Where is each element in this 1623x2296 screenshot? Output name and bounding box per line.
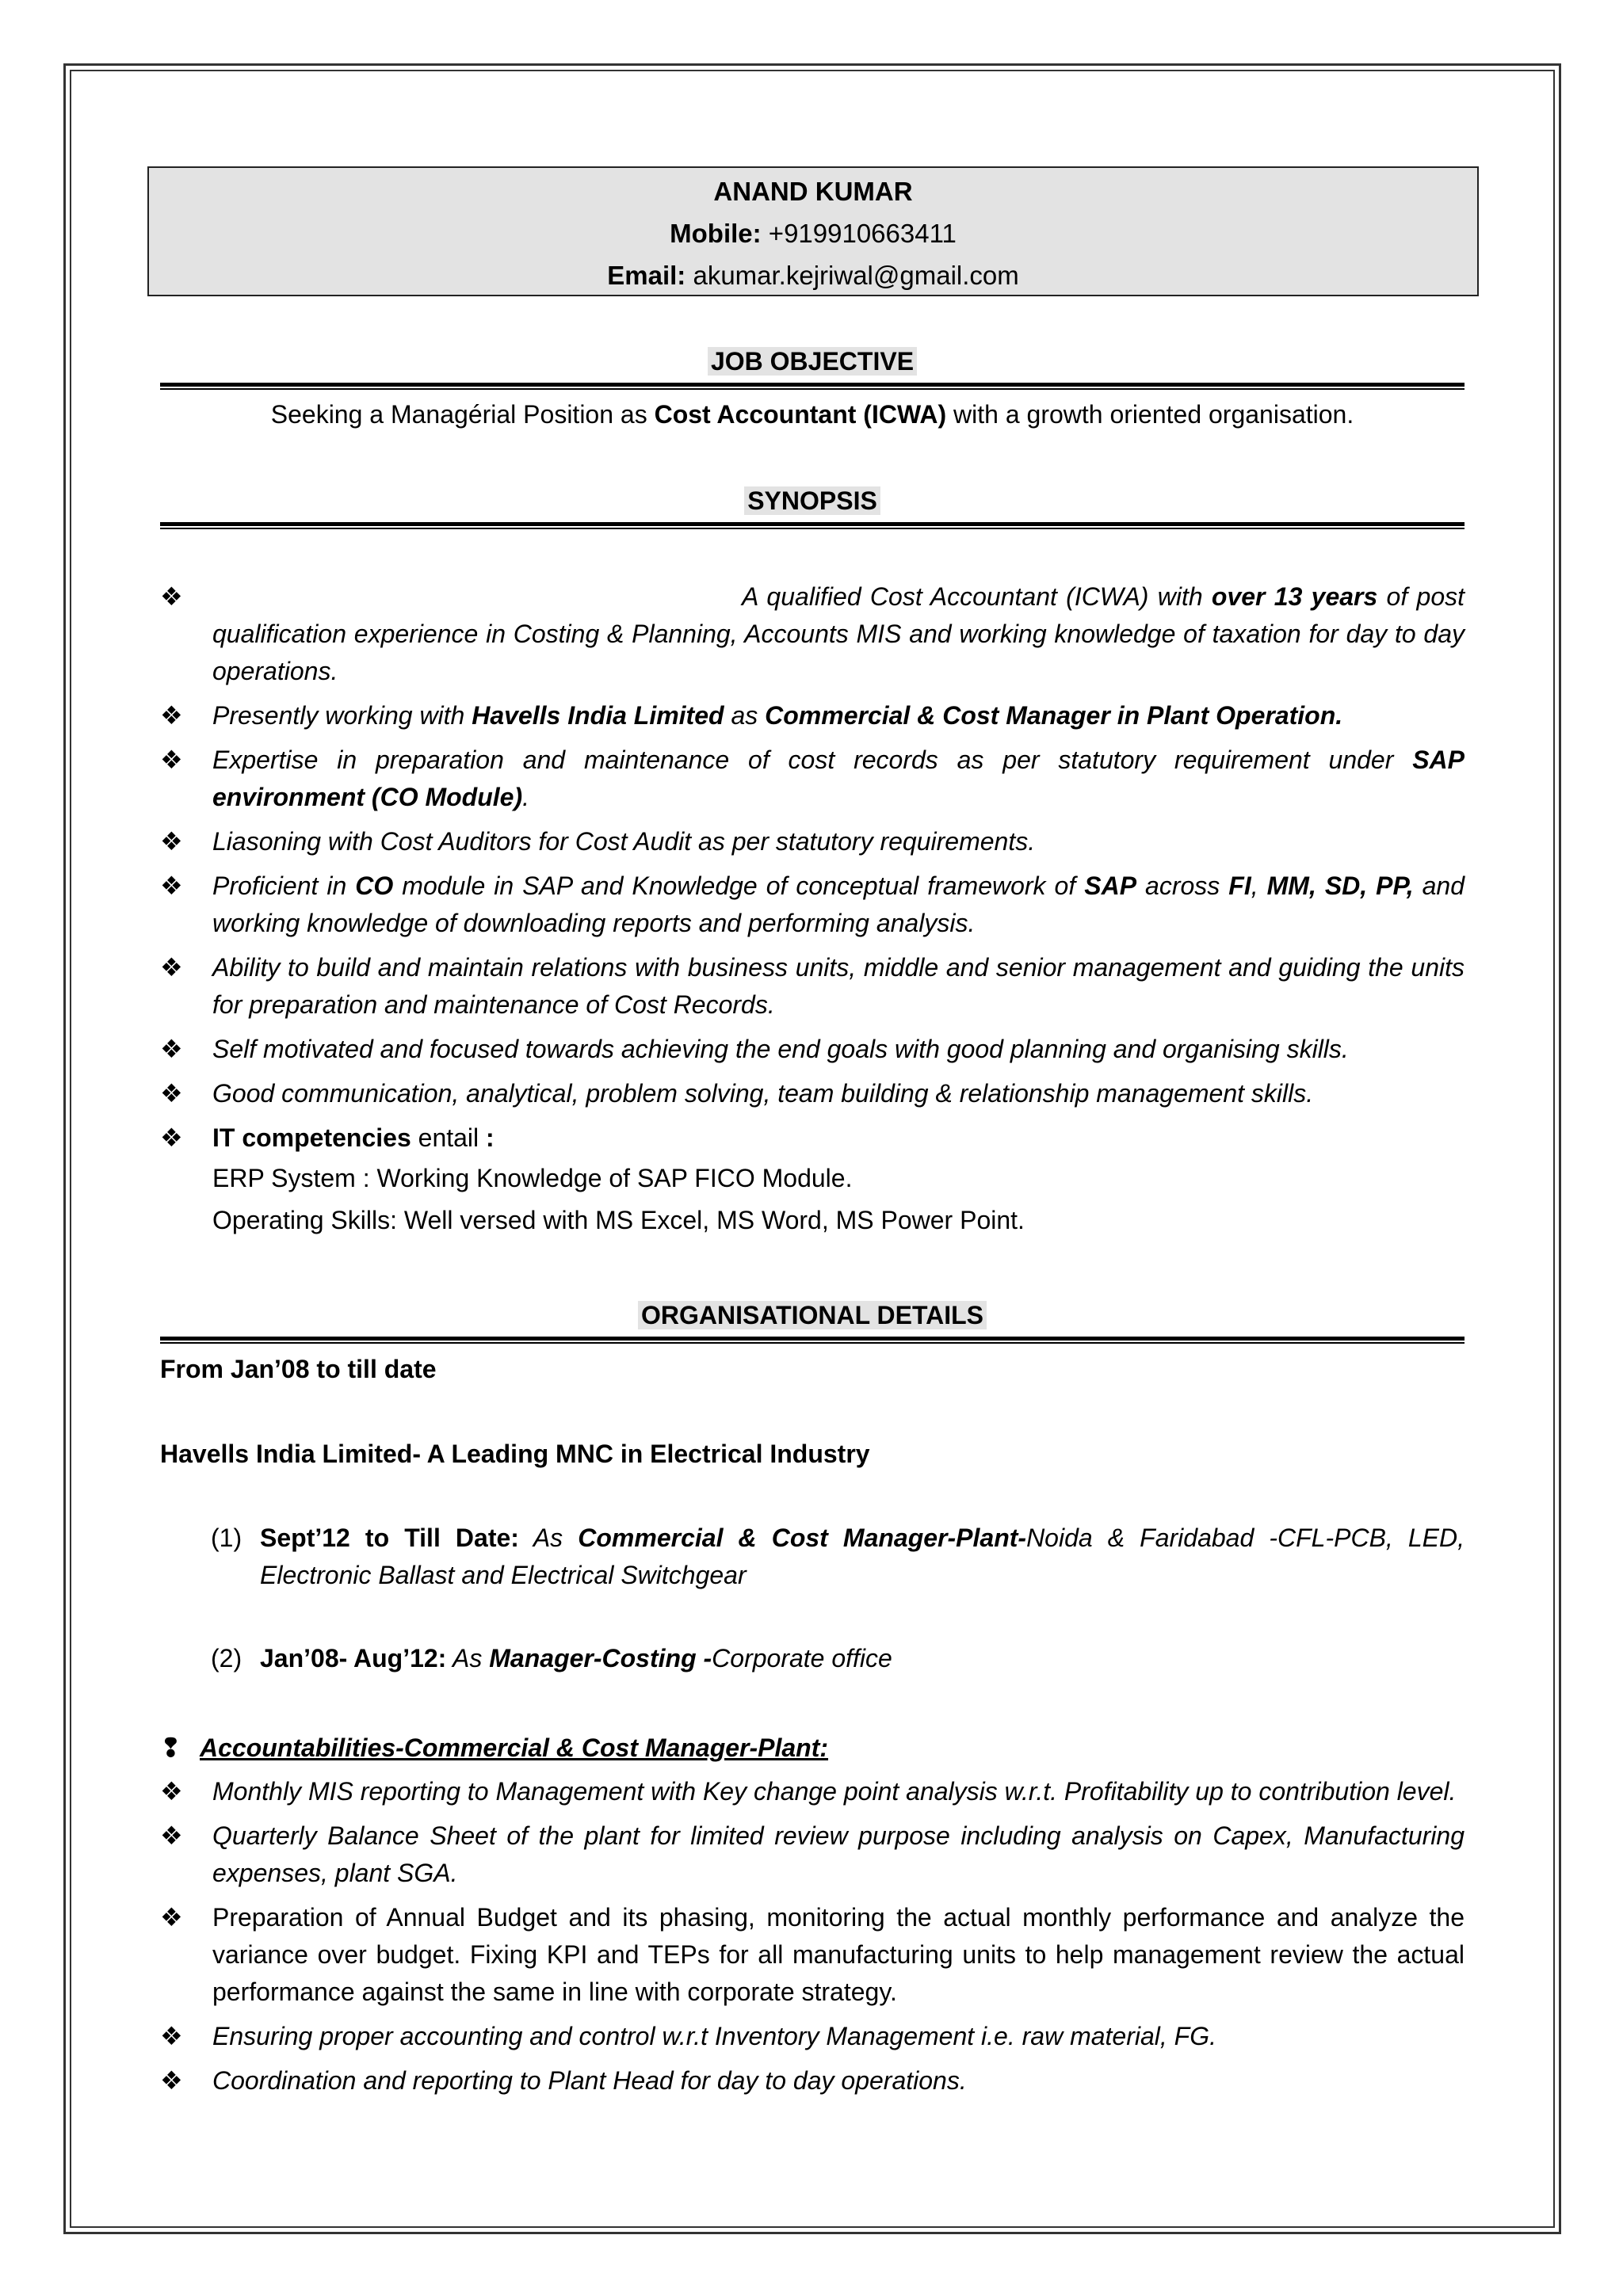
synopsis-bullet-3: ❖ Expertise in preparation and maintenance of cost records as per statutory requirement under SAP environment (CO Module). (160, 742, 1465, 816)
diamond-bullet-icon: ❖ (160, 1821, 183, 1850)
rule-job-objective (160, 383, 1465, 390)
exclamation-bullet-icon: ❢ (160, 1733, 181, 1762)
diamond-bullet-icon: ❖ (160, 2022, 183, 2050)
diamond-bullet-icon: ❖ (160, 746, 183, 774)
rule-synopsis (160, 522, 1465, 529)
diamond-bullet-icon: ❖ (160, 1777, 183, 1806)
synopsis-list (160, 578, 1465, 1239)
org-company: Havells India Limited- A Leading MNC in Electrical Industry (160, 1440, 870, 1468)
diamond-bullet-icon: ❖ (160, 1079, 183, 1108)
section-title-job-objective: JOB OBJECTIVE (160, 342, 1465, 380)
role-1-number: (1) (211, 1524, 242, 1552)
diamond-bullet-icon: ❖ (160, 1035, 183, 1063)
email-label: Email: (607, 261, 686, 290)
synopsis-bullet-4: ❖ Liasoning with Cost Auditors for Cost Audit as per statutory requirements. (160, 823, 1465, 860)
candidate-name: ANAND KUMAR (713, 177, 913, 206)
diamond-bullet-icon: ❖ (160, 871, 183, 900)
synopsis-bullet-7: ❖ Self motivated and focused towards achieving the end goals with good planning and organising skills. (160, 1031, 1465, 1068)
header-box (147, 166, 1479, 296)
email-line (149, 254, 1477, 296)
synopsis-bullet-5: ❖ Proficient in CO module in SAP and Knowledge of conceptual framework of SAP across FI, MM, SD, PP, and working knowledge of downloading reports and performing analysis. (160, 868, 1465, 942)
diamond-bullet-icon: ❖ (160, 582, 183, 611)
diamond-bullet-icon: ❖ (160, 701, 183, 730)
accountability-5: ❖ Coordination and reporting to Plant Head for day to day operations. (160, 2062, 1465, 2100)
email-address: akumar.kejriwal@gmail.com (693, 261, 1019, 290)
diamond-bullet-icon: ❖ (160, 2066, 183, 2095)
accountability-4: ❖ Ensuring proper accounting and control w.r.t Inventory Management i.e. raw material, FG. (160, 2018, 1465, 2055)
diamond-bullet-icon: ❖ (160, 827, 183, 856)
role-1: (1) Sept’12 to Till Date: As Commercial & Cost Manager-Plant-Noida & Faridabad -CFL-PCB, LED, Electronic Ballast and Electrical Switchgear (160, 1520, 1465, 1594)
accountability-2: ❖ Quarterly Balance Sheet of the plant for limited review purpose including analysis on Capex, Manufacturing expenses, plant SGA. (160, 1817, 1465, 1892)
diamond-bullet-icon: ❖ (160, 1903, 183, 1932)
section-title-synopsis: SYNOPSIS (160, 482, 1465, 520)
diamond-bullet-icon: ❖ (160, 953, 183, 982)
accountability-3: ❖ Preparation of Annual Budget and its phasing, monitoring the actual monthly performance and analyze the variance over budget. Fixing KPI and TEPs for all manufacturing units to help management review the actual performance against the same in line with corporate strategy. (160, 1899, 1465, 2011)
accountabilities-list (160, 1773, 1465, 2107)
synopsis-bullet-6: ❖ Ability to build and maintain relations with business units, middle and senior management and guiding the units for preparation and maintenance of Cost Records. (160, 949, 1465, 1024)
org-period: From Jan’08 to till date (160, 1355, 437, 1383)
synopsis-bullet-2: ❖ Presently working with Havells India Limited as Commercial & Cost Manager in Plant Operation. (160, 697, 1465, 734)
erp-system-line: ERP System : Working Knowledge of SAP FICO Module. (212, 1164, 853, 1192)
section-title-organisational-details: ORGANISATIONAL DETAILS (160, 1296, 1465, 1334)
mobile-label: Mobile: (670, 219, 762, 248)
diamond-bullet-icon: ❖ (160, 1123, 183, 1152)
accountability-1: ❖ Monthly MIS reporting to Management with Key change point analysis w.r.t. Profitability up to contribution level. (160, 1773, 1465, 1810)
mobile-line (149, 212, 1477, 254)
role-2-number: (2) (211, 1644, 242, 1672)
synopsis-bullet-1: ❖ A qualified Cost Accountant (ICWA) with over 13 years of post qualification experience in Costing & Planning, Accounts MIS and working knowledge of taxation for day to day operations. (160, 578, 1465, 690)
accountabilities-heading: ❢ Accountabilities-Commercial & Cost Manager-Plant: (160, 1730, 1465, 1767)
synopsis-bullet-8: ❖ Good communication, analytical, problem solving, team building & relationship management skills. (160, 1075, 1465, 1112)
synopsis-bullet-9: ❖ IT competencies entail : (160, 1119, 1465, 1157)
operating-skills-line: Operating Skills: Well versed with MS Excel, MS Word, MS Power Point. (212, 1206, 1025, 1234)
job-objective-text: Seeking a Managérial Position as Cost Accountant (ICWA) with a growth oriented organisation. (270, 400, 1354, 429)
mobile-number: +919910663411 (768, 219, 957, 248)
rule-organisational-details (160, 1337, 1465, 1344)
role-2: (2) Jan’08- Aug’12: As Manager-Costing -Corporate office (160, 1640, 1465, 1677)
